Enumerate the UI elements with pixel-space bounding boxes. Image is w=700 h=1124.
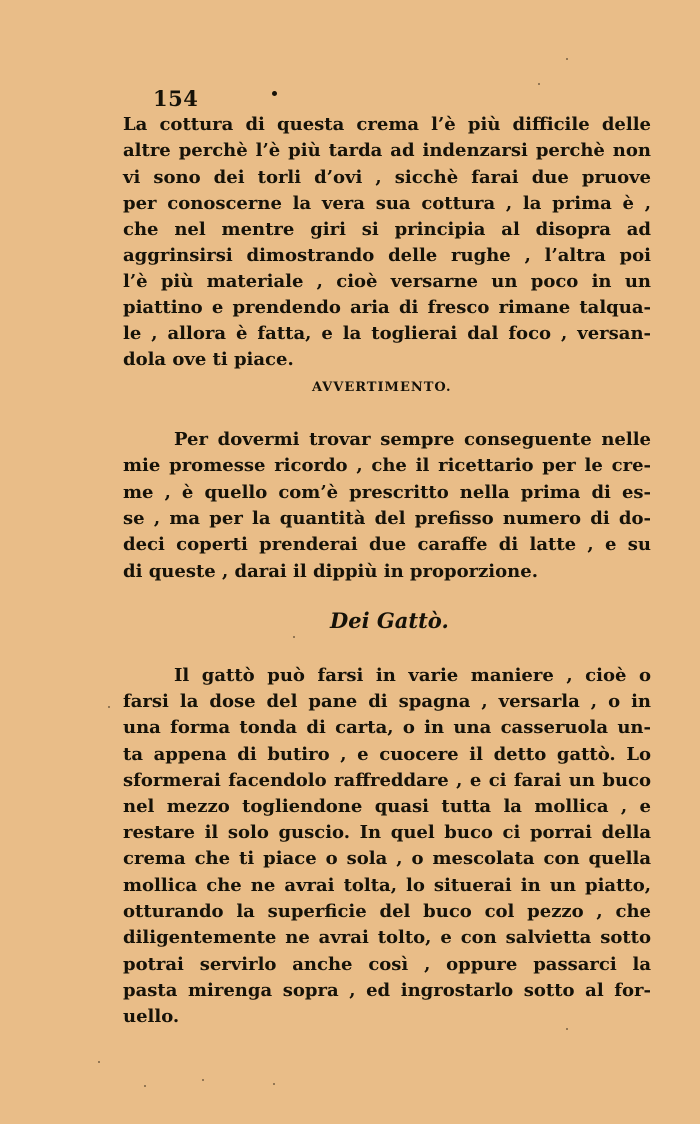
paper-speck: [144, 1085, 146, 1087]
text-line: una forma tonda di carta, o in una casseruola un-: [123, 717, 651, 738]
text-line: pasta mirenga sopra , ed ingrostarlo sotto al for-: [123, 980, 651, 1001]
text-line: se , ma per la quantità del prefisso numero di do-: [123, 508, 651, 529]
text-line: aggrinsirsi dimostrando delle rughe , l’altra poi: [123, 245, 651, 266]
text-line: diligentemente ne avrai tolto, e con salvietta sotto: [123, 927, 651, 948]
paper-speck: [108, 706, 110, 708]
text-line: Per dovermi trovar sempre conseguente nelle: [174, 429, 651, 450]
text-line: che nel mentre giri si principia al disopra ad: [123, 219, 651, 240]
text-line: mie promesse ricordo , che il ricettario per le cre-: [123, 455, 651, 476]
text-line: ta appena di butiro , e cuocere il detto gattò. Lo: [123, 744, 651, 765]
text-line: crema che ti piace o sola , o mescolata con quella: [123, 848, 651, 869]
paper-speck: [538, 83, 540, 85]
paper-speck: [273, 1083, 275, 1085]
text-line: Il gattò può farsi in varie maniere , cioè o: [174, 665, 651, 686]
text-line: nel mezzo togliendone quasi tutta la mollica , e: [123, 796, 651, 817]
text-line: sformerai facendolo raffreddare , e ci farai un buco: [123, 770, 651, 791]
section-heading-avvertimento: AVVERTIMENTO.: [312, 380, 452, 395]
text-line: altre perchè l’è più tarda ad indenzarsi perchè non: [123, 140, 651, 161]
paper-speck: [98, 1061, 100, 1063]
text-line: mollica che ne avrai tolta, lo situerai in un piatto,: [123, 875, 651, 896]
text-line: deci coperti prenderai due caraffe di latte , e su: [123, 534, 651, 555]
text-line: me , è quello com’è prescritto nella prima di es-: [123, 482, 651, 503]
paper-speck: [566, 1028, 568, 1030]
section-heading-gatto: Dei Gattò.: [330, 608, 449, 633]
text-line: La cottura di questa crema l’è più difficile delle: [123, 114, 651, 135]
text-line: farsi la dose del pane di spagna , versarla , o in: [123, 691, 651, 712]
text-line: di queste , darai il dippiù in proporzione.: [123, 561, 538, 582]
text-line: piattino e prendendo aria di fresco rimane talqua-: [123, 297, 651, 318]
page-number: 154: [153, 86, 199, 111]
ink-dot: [272, 91, 277, 96]
text-line: uello.: [123, 1006, 180, 1027]
text-line: otturando la superficie del buco col pezzo , che: [123, 901, 651, 922]
paper-speck: [566, 58, 568, 60]
text-line: l’è più materiale , cioè versarne un poco in un: [123, 271, 651, 292]
text-line: dola ove ti piace.: [123, 349, 294, 370]
text-line: potrai servirlo anche così , oppure passarci la: [123, 954, 651, 975]
paper-speck: [202, 1079, 204, 1081]
text-line: le , allora è fatta, e la toglierai dal foco , versan-: [123, 323, 651, 344]
paper-speck: [293, 636, 295, 638]
text-line: vi sono dei torli d’ovi , sicchè farai due pruove: [123, 167, 651, 188]
text-line: per conoscerne la vera sua cottura , la prima è ,: [123, 193, 651, 214]
text-line: restare il solo guscio. In quel buco ci porrai della: [123, 822, 651, 843]
